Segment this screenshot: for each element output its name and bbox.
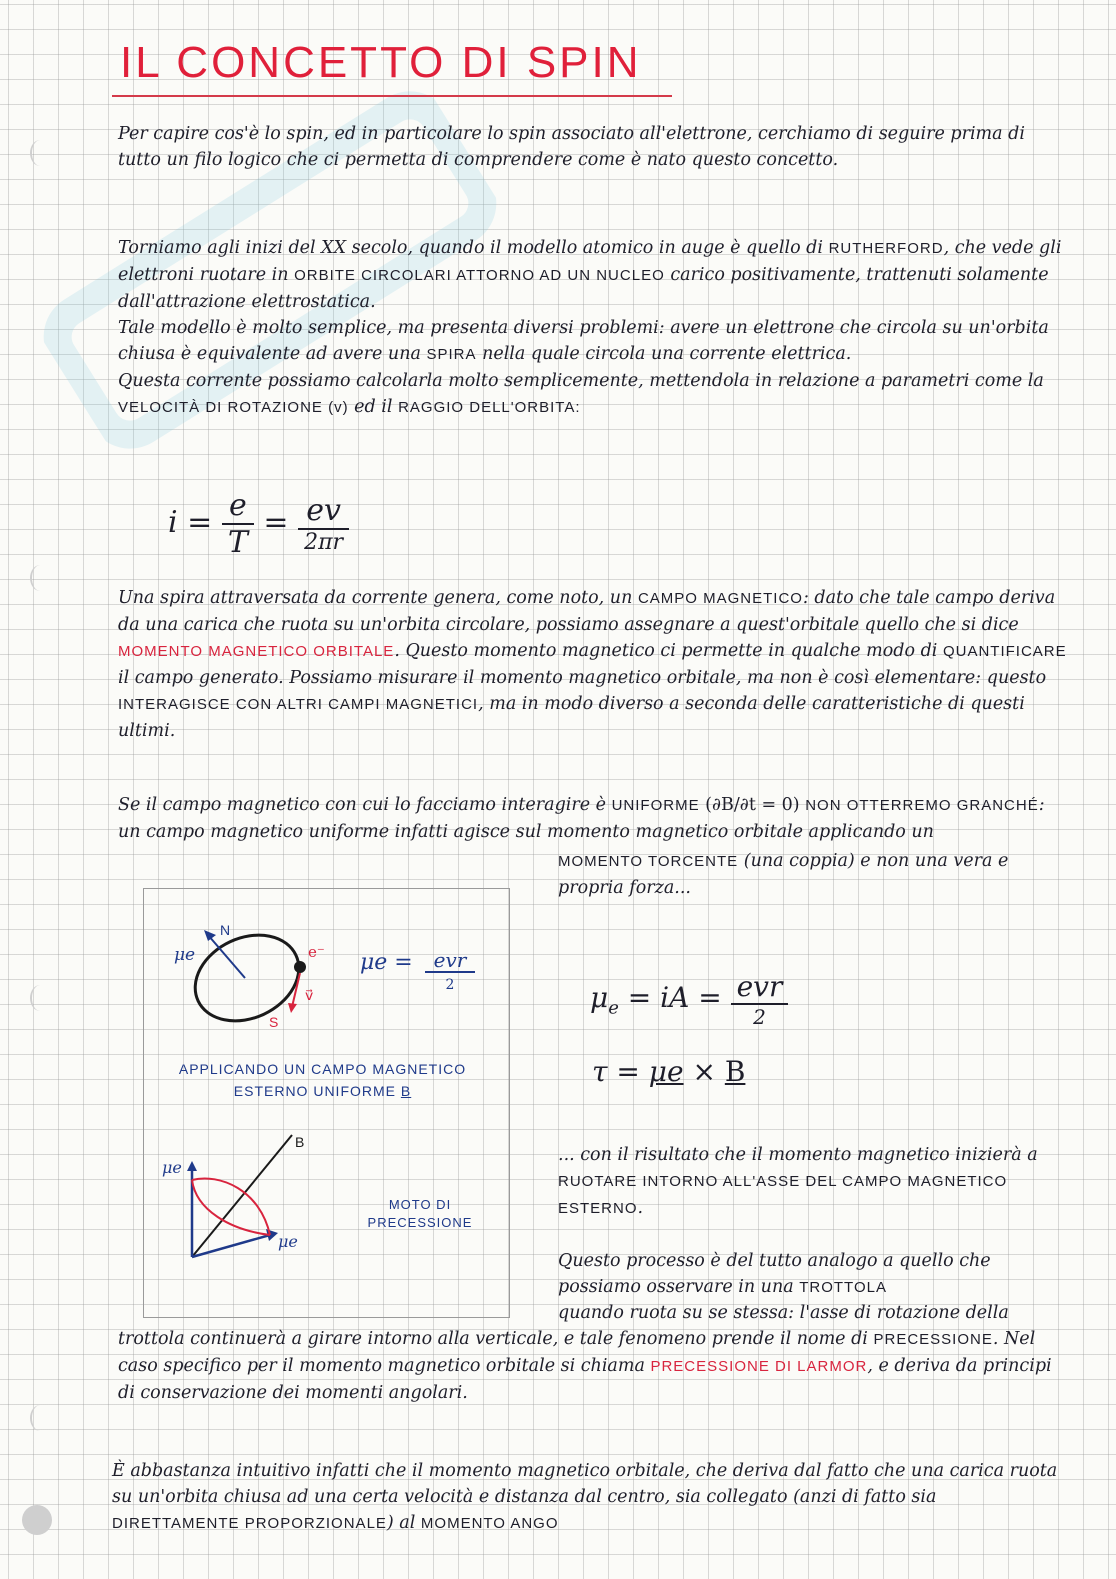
term-momento-magnetico-orbitale: MOMENTO MAGNETICO ORBITALE xyxy=(118,643,395,660)
rotation-paragraph: ... con il risultato che il momento magnetico inizierà a RUOTARE INTORNO ALL'ASSE DEL CAMPO MAGNETICO ESTERNO. xyxy=(558,1145,1038,1218)
term-rutherford: RUTHERFORD xyxy=(828,240,944,257)
orbit-ellipse xyxy=(181,919,313,1037)
term-non-otterremo: NON OTTERREMO GRANCHÉ xyxy=(805,797,1039,814)
term-precessione: PRECESSIONE xyxy=(873,1331,993,1348)
electron-label: e⁻ xyxy=(308,943,325,961)
term-interagisce: INTERAGISCE CON ALTRI CAMPI MAGNETICI xyxy=(118,696,479,713)
title-underline xyxy=(112,95,672,97)
term-spira: SPIRA xyxy=(426,346,477,363)
mu-eq-den: 2 xyxy=(445,977,455,993)
current-formula: i = $\frac{e}{T}$ = $\frac{ev}{2\pi r}$ xyxy=(168,488,349,560)
normal-arrowhead xyxy=(204,930,216,941)
mu-eq-lhs: μe = xyxy=(360,950,413,975)
precession-label: MOTO DI PRECESSIONE xyxy=(367,1197,473,1230)
term-ruotare: RUOTARE INTORNO ALL'ASSE DEL CAMPO MAGNETICO ESTERNO xyxy=(558,1173,1008,1217)
binder-hole xyxy=(30,140,50,166)
term-momento-angolare: MOMENTO ANGO xyxy=(420,1515,559,1532)
mu-side-label: μe xyxy=(278,1232,298,1251)
north-label: N xyxy=(220,922,231,938)
moment-side xyxy=(192,1235,270,1257)
term-campo-magnetico: CAMPO MAGNETICO xyxy=(637,590,803,607)
electron-dot xyxy=(294,961,306,973)
binder-hole xyxy=(22,1505,52,1535)
uniform-field-paragraph-start: Se il campo magnetico con cui lo facciamo interagire è UNIFORME (∂B/∂t = 0) NON OTTERREMO GRANCHÉ: un campo magnetico uniforme infatti agisce sul momento magnetico orbitale applicando un xyxy=(118,795,1045,842)
figure-caption: APPLICANDO UN CAMPO MAGNETICO ESTERNO UNIFORME B xyxy=(178,1061,467,1099)
term-direttamente: DIRETTAMENTE PROPORZIONALE xyxy=(112,1515,387,1532)
field-label: B xyxy=(295,1134,305,1150)
precession-paragraph-start: Questo processo è del tutto analogo a quello che possiamo osservare in una TROTTOLA xyxy=(558,1251,991,1297)
mu-top-label: μe xyxy=(162,1158,182,1177)
term-quantificare: QUANTIFICARE xyxy=(942,643,1067,660)
binder-hole xyxy=(30,565,50,591)
term-precessione-larmor: PRECESSIONE DI LARMOR xyxy=(650,1358,868,1375)
intro-paragraph: Per capire cos'è lo spin, ed in particolare lo spin associato all'elettrone, cerchiamo di seguire prima di tutto un filo logico che ci permetta di comprendere come è nato questo concetto. xyxy=(118,124,1025,170)
south-label: S xyxy=(269,1014,279,1030)
binder-hole xyxy=(30,985,50,1011)
mu-eq-num: evr xyxy=(433,948,467,972)
velocity-label: v⃗ xyxy=(305,988,314,1004)
term-velocita: VELOCITÀ DI ROTAZIONE (v) xyxy=(118,399,349,416)
term-raggio: RAGGIO DELL'ORBITA: xyxy=(398,399,581,416)
torque-formula: τ = μe × B xyxy=(592,1055,746,1088)
rutherford-paragraph: Torniamo agli inizi del XX secolo, quando il modello atomico in auge è quello di RUTHERFORD, che vede gli elettroni ruotare in ORBITE CIRCOLARI ATTORNO AD UN NUCLEO carico positivamente, trattenuti solamente dall'attrazione elettrostatica. Tale modello è molto semplice, ma presenta diversi problemi: avere un elettrone che circola su un'orbita chiusa è equivalente ad avere una SPIRA nella quale circola una corrente elettrica. Questa corrente possiamo calcolarla molto semplicemente, mettendola in relazione a parametri come la VELOCITÀ DI ROTAZIONE (v) ed il RAGGIO DELL'ORBITA: xyxy=(118,238,1062,417)
normal-axis xyxy=(208,935,245,978)
moment-vertical-arrowhead xyxy=(187,1161,197,1171)
uniform-field-paragraph-end: MOMENTO TORCENTE (una coppia) e non una vera e propria forza... xyxy=(558,851,1009,898)
mu-label: μe xyxy=(174,945,196,965)
precession-paragraph-end: quando ruota su se stessa: l'asse di rotazione della trottola continuerà a girare intorno alla verticale, e tale fenomeno prende il nome di PRECESSIONE. Nel caso specifico per il momento magnetico orbitale si chiama PRECESSIONE DI LARMOR, e deriva da principi di conservazione dei momenti angolari. xyxy=(118,1303,1052,1403)
orbit-diagram xyxy=(150,915,500,1045)
angular-momentum-paragraph: È abbastanza intuitivo infatti che il momento magnetico orbitale, che deriva dal fatto che una carica ruota su un'orbita chiusa ad una certa velocità e distanza dal centro, sia collegato (anzi di fatto sia DIRETTAMENTE PROPORZIONALE) al MOMENTO ANGO xyxy=(112,1461,1058,1533)
term-uniforme: UNIFORME xyxy=(611,797,700,814)
moment-formula: $\mu_e$ = iA = $\frac{\text{evr}}{2}$ xyxy=(590,970,788,1029)
velocity-arrowhead xyxy=(288,1003,297,1013)
binder-hole xyxy=(30,1405,50,1431)
page-title: IL CONCETTO DI SPIN xyxy=(120,38,642,87)
term-momento-torcente: MOMENTO TORCENTE xyxy=(558,853,739,870)
term-trottola: TROTTOLA xyxy=(799,1279,887,1296)
field-axis xyxy=(192,1135,292,1257)
magnetic-moment-paragraph: Una spira attraversata da corrente genera, come noto, un CAMPO MAGNETICO: dato che tale campo deriva da una carica che ruota su un'orbita circolare, possiamo assegnare a quest'orbitale quello che si dice MOMENTO MAGNETICO ORBITALE. Questo momento magnetico ci permette in qualche modo di QUANTIFICARE il campo generato. Possiamo misurare il momento magnetico orbitale, ma non è così elementare: questo INTERAGISCE CON ALTRI CAMPI MAGNETICI, ma in modo diverso a seconda delle caratteristiche di questi ultimi. xyxy=(118,588,1067,741)
term-orbite: ORBITE CIRCOLARI ATTORNO AD UN NUCLEO xyxy=(294,267,665,284)
precession-arc xyxy=(192,1178,270,1235)
